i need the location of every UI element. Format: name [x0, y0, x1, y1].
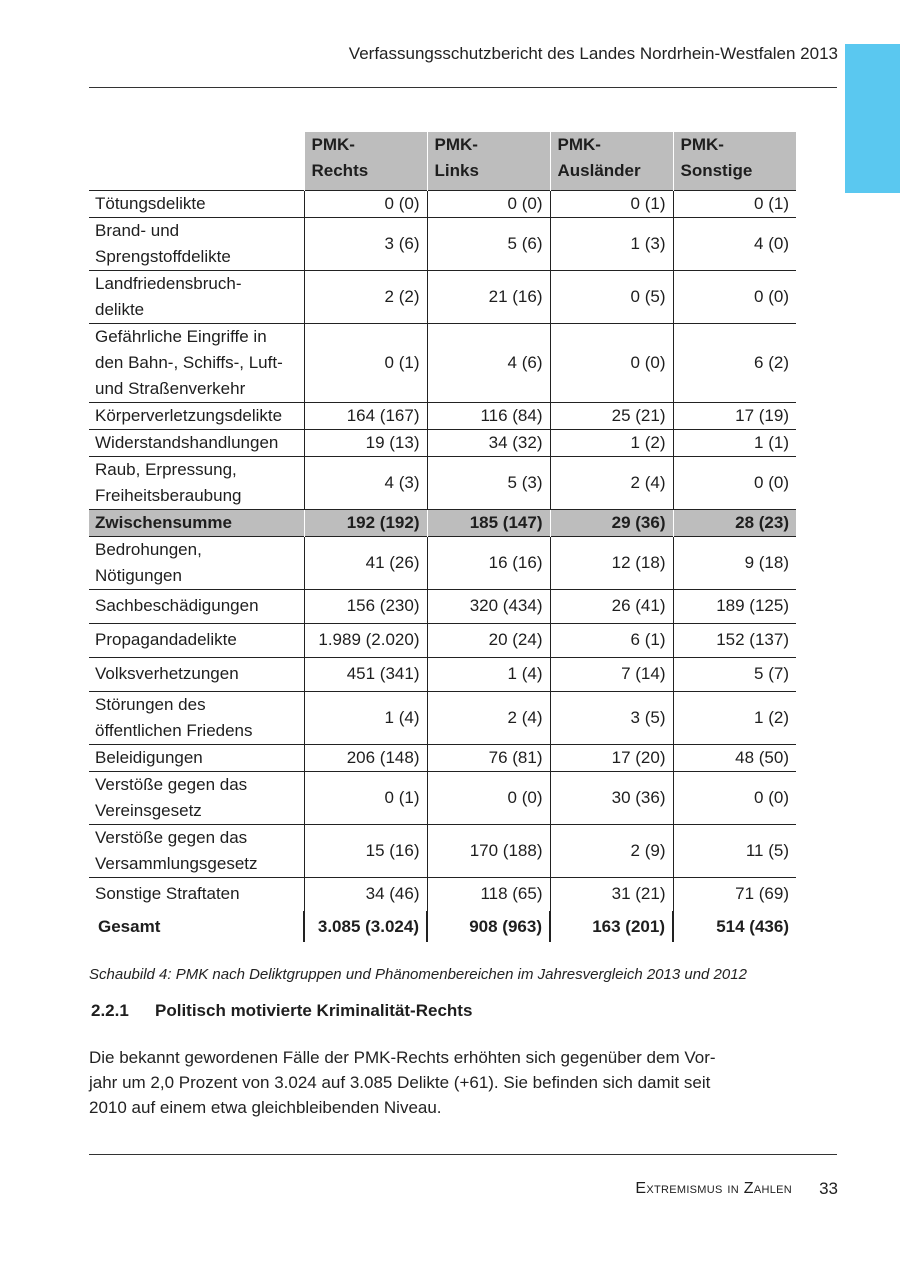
cell-value: 0 (1) [673, 190, 796, 217]
table-row [89, 456, 796, 509]
row-label-line: den Bahn-, Schiffs-, Luft- [95, 352, 283, 372]
cell-value: 26 (41) [550, 589, 673, 623]
row-label-line: Widerstandshandlungen [95, 432, 279, 452]
row-label-line: Volksverhetzungen [95, 664, 239, 683]
cell-value: 451 (341) [304, 657, 427, 691]
row-label-line: Brand- und [95, 220, 180, 240]
cell-value: 192 (192) [304, 509, 427, 536]
table-row [89, 536, 796, 589]
cell-value: 3 (5) [550, 691, 673, 744]
section-paragraph [89, 1045, 829, 1120]
row-label-line: Sachbeschädigungen [95, 596, 259, 615]
cell-value: 152 (137) [673, 623, 796, 657]
row-label-line: öffentlichen Friedens [95, 720, 253, 740]
cell-value: 1 (1) [673, 429, 796, 456]
cell-value: 0 (0) [427, 190, 550, 217]
table-row [89, 911, 796, 942]
cell-value: 0 (1) [304, 771, 427, 824]
cell-value: 21 (16) [427, 270, 550, 323]
cell-value: 2 (4) [550, 456, 673, 509]
row-label [89, 509, 304, 536]
row-label-line: Verstöße gegen das [95, 774, 248, 794]
table-row [89, 589, 796, 623]
table-row [89, 877, 796, 911]
row-label-line: Störungen des [95, 694, 206, 714]
table-row [89, 190, 796, 217]
cell-value: 11 (5) [673, 824, 796, 877]
cell-value: 514 (436) [673, 911, 796, 942]
row-label [89, 456, 304, 509]
cell-value: 28 (23) [673, 509, 796, 536]
cell-value: 4 (6) [427, 323, 550, 402]
row-label-line: Sprengstoffdelikte [95, 246, 231, 266]
section-heading [91, 1001, 472, 1021]
row-label [89, 190, 304, 217]
table-header [89, 132, 796, 190]
cell-value: 163 (201) [550, 911, 673, 942]
row-label-line: Vereinsgesetz [95, 800, 202, 820]
row-label-line: Tötungsdelikte [95, 193, 206, 213]
row-label-line: Gefährliche Eingriffe in [95, 326, 267, 346]
cell-value: 0 (0) [427, 771, 550, 824]
table-row [89, 824, 796, 877]
cell-value: 30 (36) [550, 771, 673, 824]
cell-value: 12 (18) [550, 536, 673, 589]
row-label-line: Landfriedensbruch- [95, 273, 242, 293]
row-label-line: Verstöße gegen das [95, 827, 248, 847]
row-label [89, 623, 304, 657]
header-divider [89, 87, 837, 88]
cell-value: 15 (16) [304, 824, 427, 877]
cell-value: 25 (21) [550, 402, 673, 429]
cell-value: 34 (46) [304, 877, 427, 911]
cell-value: 1 (2) [673, 691, 796, 744]
column-header-sonstige: PMK- Sonstige [673, 132, 796, 190]
table-row [89, 270, 796, 323]
cell-value: 4 (0) [673, 217, 796, 270]
cell-value: 5 (3) [427, 456, 550, 509]
cell-value: 6 (1) [550, 623, 673, 657]
section-number: 2.2.1 [91, 1001, 129, 1020]
row-label-line: Gesamt [98, 916, 161, 936]
table-row [89, 771, 796, 824]
footer-section-label: Extremismus in Zahlen [635, 1180, 792, 1197]
cell-value: 0 (0) [673, 456, 796, 509]
table-row [89, 217, 796, 270]
table-body [89, 190, 796, 942]
cell-value: 1.989 (2.020) [304, 623, 427, 657]
row-label-line: Freiheitsberaubung [95, 485, 242, 505]
figure-caption: Schaubild 4: PMK nach Deliktgruppen und Phänomenbereichen im Jahresvergleich 2013 und 2012 [89, 966, 747, 983]
row-label [89, 323, 304, 402]
cell-value: 170 (188) [427, 824, 550, 877]
cell-value: 0 (1) [304, 323, 427, 402]
cell-value: 1 (3) [550, 217, 673, 270]
cell-value: 5 (7) [673, 657, 796, 691]
row-label [89, 217, 304, 270]
page-number: 33 [819, 1179, 838, 1198]
section-title: Politisch motivierte Kriminalität-Rechts [155, 1001, 473, 1020]
cell-value: 17 (20) [550, 744, 673, 771]
cell-value: 206 (148) [304, 744, 427, 771]
cell-value: 7 (14) [550, 657, 673, 691]
cell-value: 0 (0) [673, 270, 796, 323]
cell-value: 6 (2) [673, 323, 796, 402]
crime-statistics-table [89, 132, 796, 942]
cell-value: 3 (6) [304, 217, 427, 270]
row-label [89, 270, 304, 323]
table-row [89, 657, 796, 691]
table-row [89, 623, 796, 657]
cell-value: 4 (3) [304, 456, 427, 509]
cell-value: 3.085 (3.024) [304, 911, 427, 942]
row-label-line: Bedrohungen, [95, 539, 202, 559]
table-row [89, 509, 796, 536]
row-label [89, 744, 304, 771]
row-label [89, 589, 304, 623]
cell-value: 1 (2) [550, 429, 673, 456]
row-label [89, 657, 304, 691]
cell-value: 71 (69) [673, 877, 796, 911]
paragraph-line: jahr um 2,0 Prozent von 3.024 auf 3.085 Delikte (+61). Sie befinden sich damit seit [89, 1073, 711, 1092]
row-label [89, 536, 304, 589]
cell-value: 19 (13) [304, 429, 427, 456]
row-label [89, 429, 304, 456]
cell-value: 0 (0) [550, 323, 673, 402]
cell-value: 0 (5) [550, 270, 673, 323]
row-label [89, 402, 304, 429]
paragraph-line: Die bekannt gewordenen Fälle der PMK-Rechts erhöhten sich gegenüber dem Vor- [89, 1048, 716, 1067]
row-label-line: Sonstige Straftaten [95, 884, 240, 904]
cell-value: 5 (6) [427, 217, 550, 270]
table-row [89, 402, 796, 429]
row-label [89, 771, 304, 824]
cell-value: 0 (0) [304, 190, 427, 217]
cell-value: 31 (21) [550, 877, 673, 911]
row-label-line: Versammlungsgesetz [95, 853, 258, 873]
cell-value: 0 (0) [673, 771, 796, 824]
row-label-line: Beleidigungen [95, 747, 203, 767]
cell-value: 9 (18) [673, 536, 796, 589]
cell-value: 185 (147) [427, 509, 550, 536]
row-label-line: Raub, Erpressung, [95, 459, 237, 479]
cell-value: 2 (9) [550, 824, 673, 877]
paragraph-line: 2010 auf einem etwa gleichbleibenden Niveau. [89, 1098, 442, 1117]
running-header: Verfassungsschutzbericht des Landes Nordrhein-Westfalen 2013 [348, 44, 838, 63]
table-header-corner [89, 132, 304, 190]
cell-value: 0 (1) [550, 190, 673, 217]
chapter-color-tab [845, 44, 900, 193]
row-label-line: Nötigungen [95, 565, 182, 585]
cell-value: 16 (16) [427, 536, 550, 589]
column-header-auslaender: PMK- Ausländer [550, 132, 673, 190]
cell-value: 320 (434) [427, 589, 550, 623]
table-row [89, 323, 796, 402]
cell-value: 17 (19) [673, 402, 796, 429]
cell-value: 48 (50) [673, 744, 796, 771]
row-label [89, 824, 304, 877]
cell-value: 20 (24) [427, 623, 550, 657]
row-label [89, 911, 304, 942]
row-label-line: Zwischensumme [95, 512, 232, 532]
column-header-rechts: PMK- Rechts [304, 132, 427, 190]
row-label-line: Körperverletzungsdelikte [95, 405, 283, 425]
cell-value: 116 (84) [427, 402, 550, 429]
table-row [89, 744, 796, 771]
cell-value: 156 (230) [304, 589, 427, 623]
row-label-line: Propagandadelikte [95, 630, 237, 649]
cell-value: 908 (963) [427, 911, 550, 942]
row-label [89, 877, 304, 911]
cell-value: 41 (26) [304, 536, 427, 589]
cell-value: 1 (4) [427, 657, 550, 691]
cell-value: 2 (2) [304, 270, 427, 323]
cell-value: 118 (65) [427, 877, 550, 911]
footer-divider [89, 1154, 837, 1155]
cell-value: 1 (4) [304, 691, 427, 744]
row-label-line: und Straßenverkehr [95, 378, 246, 398]
cell-value: 164 (167) [304, 402, 427, 429]
row-label-line: delikte [95, 299, 145, 319]
cell-value: 2 (4) [427, 691, 550, 744]
table-row [89, 429, 796, 456]
row-label [89, 691, 304, 744]
column-header-links: PMK- Links [427, 132, 550, 190]
cell-value: 189 (125) [673, 589, 796, 623]
cell-value: 76 (81) [427, 744, 550, 771]
table-row [89, 691, 796, 744]
cell-value: 29 (36) [550, 509, 673, 536]
cell-value: 34 (32) [427, 429, 550, 456]
